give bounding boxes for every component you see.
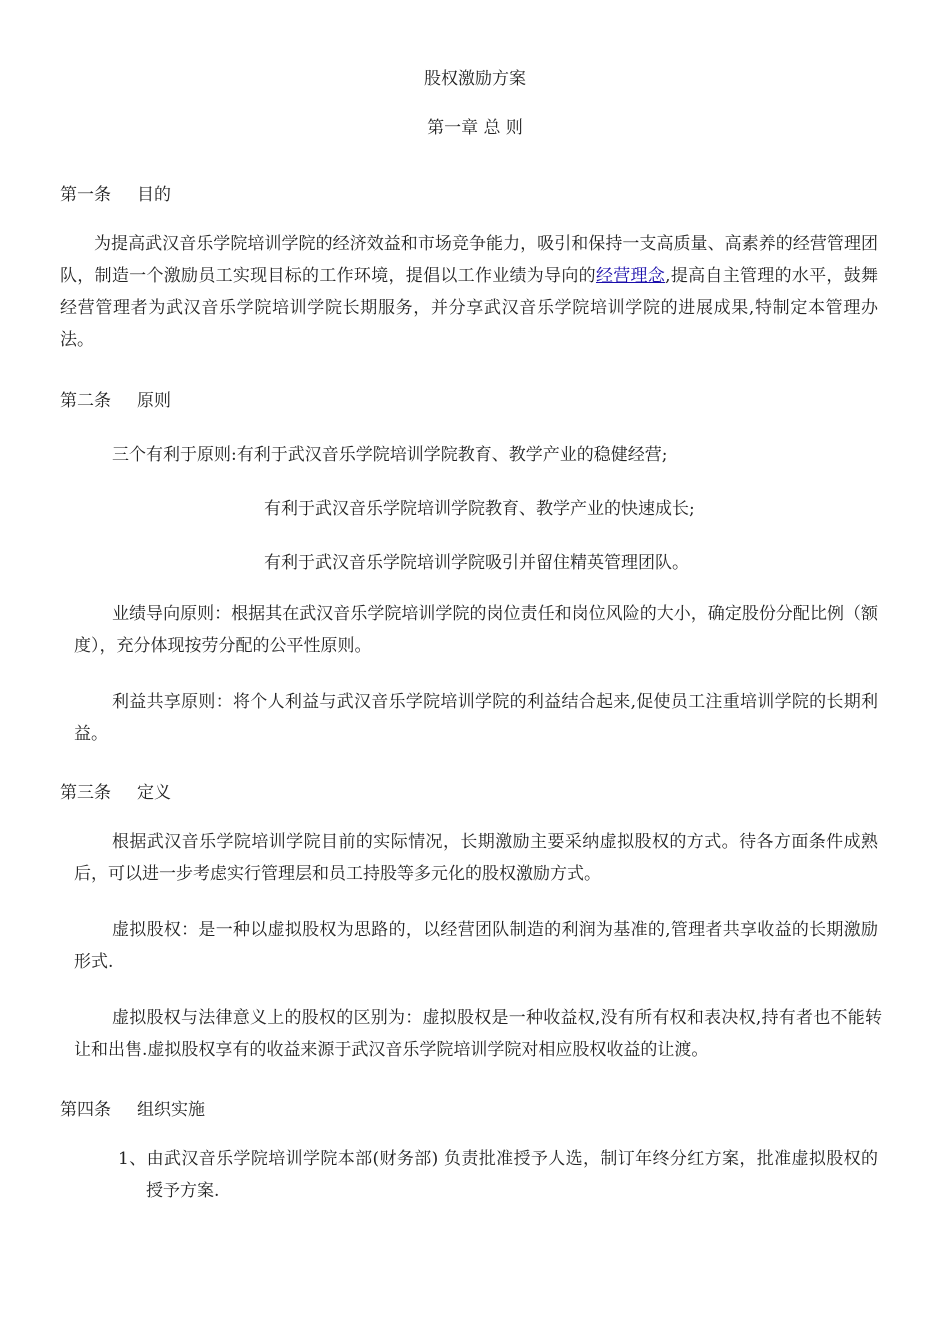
chapter-title: 第一章 总 则	[427, 118, 523, 138]
business-philosophy-link[interactable]: 经营理念	[595, 266, 666, 286]
definition-paragraph-3: 虚拟股权与法律意义上的股权的区别为：虚拟股权是一种收益权,没有所有权和表决权,持有者也不能转让和出售.虚拟股权享有的收益来源于武汉音乐学院培训学院对相应股权收益的让渡。	[74, 1008, 882, 1060]
implementation-item-1-text: 1、由武汉音乐学院培训学院本部(财务部) 负责批准授予人选，制订年终分红方案，批准虚拟股权的授予方案.	[118, 1149, 878, 1201]
article-4-name: 组织实施	[137, 1100, 205, 1120]
article-1-text-a: 为提高武汉音乐学院培训学院的经济效益和市场竞争能力，吸引和保持一支高质量、高素养的经营管理团队，制造一个激励员工实现目标的工作环境，提倡以工作业绩为导向的	[60, 234, 878, 286]
principle-benefit-growth: 有利于武汉音乐学院培训学院教育、教学产业的快速成长;	[264, 499, 695, 519]
article-1-paragraph	[60, 228, 878, 356]
article-4-label: 第四条	[60, 1100, 111, 1120]
principle-three-benefits: 三个有利于原则:有利于武汉音乐学院培训学院教育、教学产业的稳健经营;	[112, 445, 668, 465]
article-2-heading	[60, 386, 171, 411]
principle-shared-benefits: 利益共享原则：将个人利益与武汉音乐学院培训学院的利益结合起来,促使员工注重培训学院的长期利益。	[74, 692, 878, 744]
article-1-text-b: ,提高自主管理的水平，鼓舞经营管理者为武汉音乐学院培训学院长期服务，并分享武汉音乐学院培训学院的进展成果,特制定本管理办法。	[60, 266, 879, 350]
article-2-name: 原则	[137, 391, 171, 411]
article-3-label: 第三条	[60, 783, 111, 803]
article-1-heading	[60, 180, 171, 205]
definition-paragraph-1: 根据武汉音乐学院培训学院目前的实际情况，长期激励主要采纳虚拟股权的方式。待各方面条件成熟后，可以进一步考虑实行管理层和员工持股等多元化的股权激励方式。	[74, 832, 878, 884]
article-3-name: 定义	[137, 783, 171, 803]
principle-benefit-team: 有利于武汉音乐学院培训学院吸引并留住精英管理团队。	[264, 553, 689, 573]
definition-paragraph-2: 虚拟股权：是一种以虚拟股权为思路的，以经营团队制造的利润为基准的,管理者共享收益的长期激励形式.	[74, 920, 878, 972]
article-1-name: 目的	[137, 185, 171, 205]
document-title: 股权激励方案	[424, 69, 526, 89]
article-2-label: 第二条	[60, 391, 111, 411]
principle-performance: 业绩导向原则：根据其在武汉音乐学院培训学院的岗位责任和岗位风险的大小，确定股份分配比例（额度），充分体现按劳分配的公平性原则。	[74, 604, 878, 656]
implementation-item-1	[118, 1143, 878, 1207]
article-1-label: 第一条	[60, 185, 111, 205]
article-3-heading	[60, 778, 171, 803]
article-4-heading	[60, 1095, 205, 1120]
